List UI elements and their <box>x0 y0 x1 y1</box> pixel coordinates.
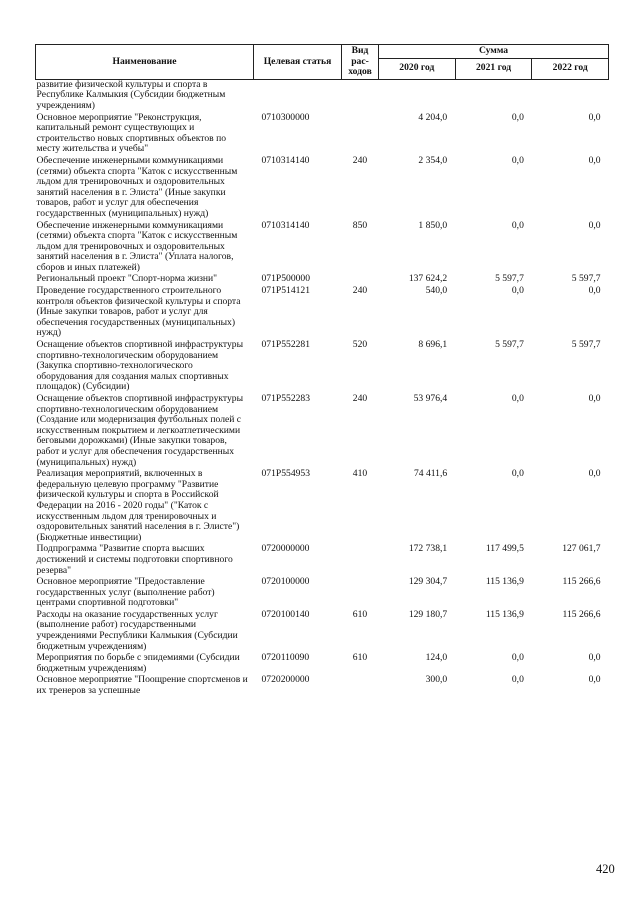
cell-2021: 0,0 <box>511 111 524 123</box>
cell-name: Обеспечение инженерными коммуникациями (сетями) объекта спорта "Каток с искусственным льдом для тренировочных и оздоровительных занятий населения в г. Элиста" (Уплата налогов, сборов и иных платежей) <box>36 219 238 273</box>
cell-target-article: 071Р514121 <box>261 285 311 297</box>
cell-expense-type: 240 <box>352 393 368 404</box>
cell-2020: 124,0 <box>425 652 448 664</box>
header-expense-type: Вид рас-ходов <box>342 45 379 80</box>
cell-2022: 115 266,6 <box>562 576 601 588</box>
cell-2021: 115 136,9 <box>485 576 524 588</box>
cell-expense-type: 850 <box>352 219 368 231</box>
cell-expense-type: 610 <box>352 652 368 664</box>
cell-2022: 0,0 <box>588 285 601 297</box>
cell-name: Обеспечение инженерными коммуникациями (сетями) объекта спорта "Каток с искусственным льдом для тренировочных и оздоровительных занятий населения в г. Элиста" (Иные закупки товаров, работ и услуг для обеспечения государственных (муниципальных) нужд) <box>36 154 238 219</box>
cell-expense-type: 240 <box>352 154 368 166</box>
table-row <box>36 113 609 156</box>
table-header <box>36 45 609 80</box>
cell-expense-type <box>342 544 379 577</box>
cell-2021: 5 597,7 <box>495 273 524 285</box>
cell-2021: 0,0 <box>511 154 524 166</box>
table-row <box>36 286 609 340</box>
cell-target-article: 071Р554953 <box>261 468 311 480</box>
table-row <box>36 340 609 394</box>
table-row <box>36 156 609 221</box>
header-sum: Сумма <box>379 45 609 59</box>
table-row <box>36 577 609 610</box>
cell-name: развитие физической культуры и спорта в Республике Калмыкия (Субсидии бюджетным учреждениям) <box>36 78 226 111</box>
table-row <box>36 610 609 653</box>
cell-name: Основное мероприятие "Реконструкция, капитальный ремонт существующих и строительство новых спортивных объектов по месту жительства и учебы" <box>36 111 227 155</box>
cell-target-article: 0710300000 <box>261 111 310 123</box>
page-number: 420 <box>596 862 615 876</box>
cell-2022: 5 597,7 <box>571 339 601 351</box>
cell-2020: 172 738,1 <box>408 543 448 555</box>
budget-table <box>35 44 609 698</box>
header-year-2021: 2021 год <box>455 58 532 79</box>
cell-target-article: 071Р552283 <box>261 393 311 404</box>
cell-2020: 540,0 <box>425 285 448 297</box>
cell-2022 <box>532 79 609 112</box>
cell-2022: 0,0 <box>588 393 601 404</box>
cell-2022: 0,0 <box>588 154 601 166</box>
cell-2021: 115 136,9 <box>485 608 524 620</box>
cell-expense-type: 240 <box>352 285 368 297</box>
table-row <box>36 221 609 275</box>
cell-target-article: 0720000000 <box>261 543 310 555</box>
cell-name: Основное мероприятие "Предоставление государственных услуг (выполнение работ) центрами спортивной подготовки" <box>36 576 215 609</box>
cell-2022: 5 597,7 <box>571 273 601 285</box>
cell-2021 <box>455 79 532 112</box>
cell-target-article: 0720100140 <box>261 608 310 620</box>
cell-2021: 5 597,7 <box>495 339 524 351</box>
cell-2022: 0,0 <box>588 652 601 664</box>
cell-2020: 137 624,2 <box>408 273 448 285</box>
cell-expense-type <box>342 675 379 697</box>
cell-target-article: 0720200000 <box>261 674 310 686</box>
cell-2020: 129 304,7 <box>408 576 448 588</box>
cell-2020: 53 976,4 <box>413 393 448 404</box>
cell-target-article: 0710314140 <box>261 154 310 166</box>
cell-2021: 117 499,5 <box>485 543 524 555</box>
cell-expense-type <box>342 113 379 156</box>
cell-2020: 74 411,6 <box>413 468 448 480</box>
cell-name: Реализация мероприятий, включенных в федеральную целевую программу "Развитие физической культуры и спорта в Российской Федерации на 2016 - 2020 годы" ("Каток с искусственным льдом для тренировочных и оздоровительных занятий населения в г. Элисте") (Бюджетные инвестиции) <box>36 468 240 543</box>
cell-2021: 0,0 <box>511 393 524 404</box>
cell-2022: 0,0 <box>588 111 601 123</box>
cell-2022: 127 061,7 <box>562 543 601 555</box>
cell-2020: 2 354,0 <box>418 154 448 166</box>
cell-2021: 0,0 <box>511 674 524 686</box>
cell-2021: 0,0 <box>511 468 524 480</box>
table-row <box>36 544 609 577</box>
cell-name: Региональный проект "Спорт-норма жизни" <box>36 273 218 285</box>
cell-name: Основное мероприятие "Поощрение спортсменов и их тренеров за успешные <box>36 674 248 697</box>
cell-2022: 0,0 <box>588 219 601 231</box>
cell-expense-type <box>342 79 379 112</box>
cell-name: Оснащение объектов спортивной инфраструктуры спортивно-технологическим оборудованием (Закупка спортивно-технологического оборудования для создания малых спортивных площадок) (Субсидии) <box>36 339 244 393</box>
cell-target-article: 0720110090 <box>261 652 310 664</box>
cell-name: Мероприятия по борьбе с эпидемиями (Субсидии бюджетным учреждениям) <box>36 652 240 674</box>
header-year-2022: 2022 год <box>532 58 609 79</box>
cell-2020: 129 180,7 <box>408 608 448 620</box>
header-target-article: Целевая статья <box>254 45 342 80</box>
cell-name: Расходы на оказание государственных услуг (выполнение работ) государственными учреждениями Республики Калмыкия (Субсидии бюджетным учреждениям) <box>36 608 238 652</box>
cell-name: Проведение государственного строительного контроля объектов физической культуры и спорта (Иные закупки товаров, работ и услуг для обеспечения государственных (муниципальных) нужд) <box>36 285 241 339</box>
cell-target-article: 071Р552281 <box>261 339 311 351</box>
cell-target-article: 071Р500000 <box>261 273 311 285</box>
cell-target-article: 0710314140 <box>261 219 310 231</box>
cell-expense-type: 410 <box>352 468 368 480</box>
table-row <box>36 469 609 544</box>
table-body <box>36 79 609 697</box>
cell-2021: 0,0 <box>511 652 524 664</box>
cell-2022: 115 266,6 <box>562 608 601 620</box>
cell-2020: 1 850,0 <box>418 219 448 231</box>
cell-expense-type: 520 <box>352 339 368 351</box>
header-name: Наименование <box>36 45 254 80</box>
cell-expense-type <box>342 577 379 610</box>
table-row <box>36 653 609 675</box>
cell-target-article: 0720100000 <box>261 576 310 588</box>
cell-expense-type: 610 <box>352 608 368 620</box>
cell-target-article <box>254 79 342 112</box>
cell-name: Оснащение объектов спортивной инфраструктуры спортивно-технологическим оборудованием (Создание или модернизация футбольных полей с искусственным покрытием и легкоатлетическими беговыми дорожками) (Иные закупки товаров, работ и услуг для обеспечения государственных (муниципальных) нужд) <box>36 393 244 468</box>
cell-2020: 8 696,1 <box>418 339 448 351</box>
table-row <box>36 394 609 469</box>
table-row <box>36 79 609 112</box>
cell-2021: 0,0 <box>511 285 524 297</box>
cell-name: Подпрограмма "Развитие спорта высших достижений и системы подготовки спортивного резерва" <box>36 543 233 576</box>
table-row <box>36 675 609 697</box>
cell-2020: 4 204,0 <box>418 111 448 123</box>
cell-2022: 0,0 <box>588 674 601 686</box>
cell-2020 <box>379 79 456 112</box>
cell-2021: 0,0 <box>511 219 524 231</box>
cell-2020: 300,0 <box>425 674 448 686</box>
cell-2022: 0,0 <box>588 468 601 480</box>
header-year-2020: 2020 год <box>379 58 456 79</box>
